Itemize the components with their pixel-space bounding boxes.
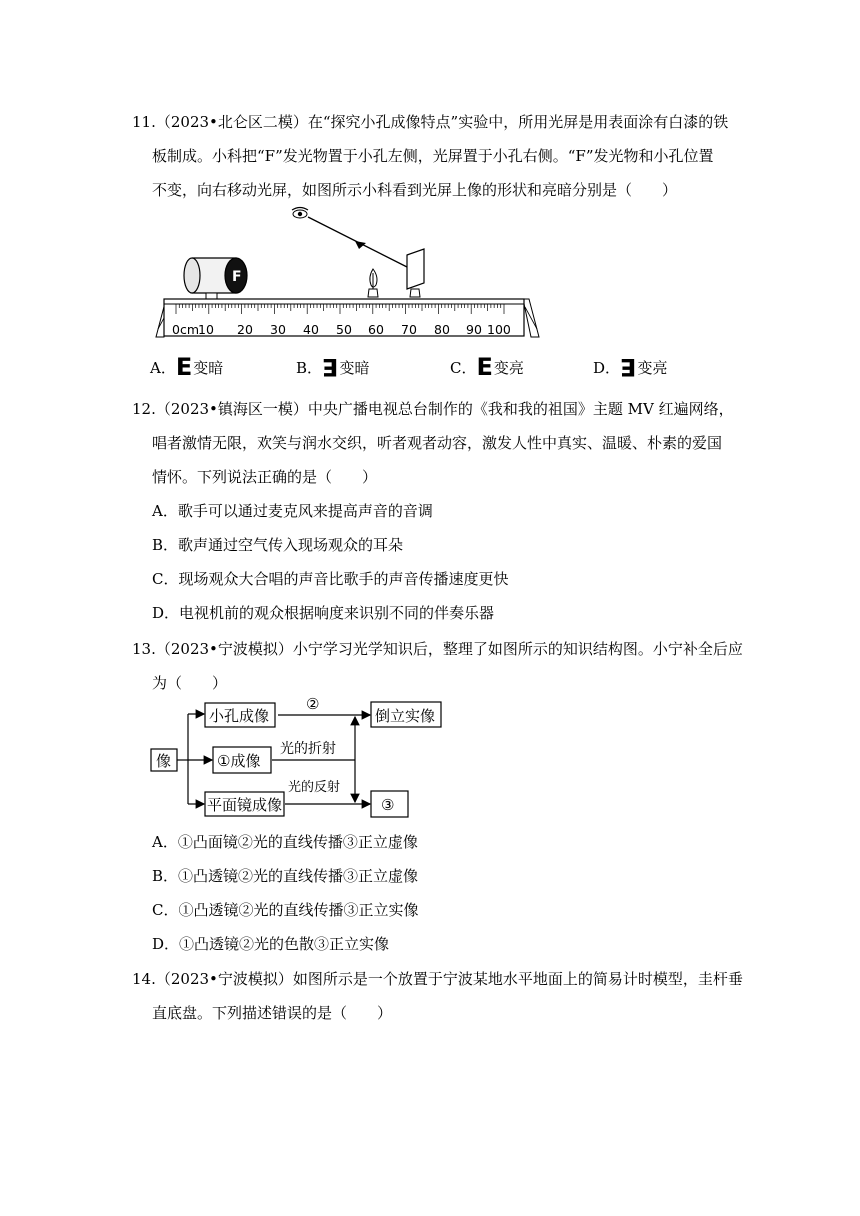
eye-icon [292,208,308,219]
ruler-label-50: 50 [336,322,352,337]
option-key: C． [450,359,477,377]
diagram-root: 像 [156,752,172,770]
ruler-label-30: 30 [270,322,286,337]
q11-option-b [296,353,370,381]
option-key: B． [296,359,323,377]
image-e-upright: E [175,353,193,381]
q13-line-1: 13.（2023•宁波模拟）小宁学习光学知识后，整理了如图所示的知识结构图。小宁补全后应 [132,640,743,658]
ruler-label-80: 80 [434,322,450,337]
q12-option-b: B．歌声通过空气传入现场观众的耳朵 [152,536,404,554]
q13-option-d: D．①凸透镜②光的色散③正立实像 [152,935,390,953]
ruler-label-40: 40 [303,322,319,337]
diagram-box-three: ③ [381,796,395,814]
diagram-box-mirror: 平面镜成像 [207,796,283,814]
diagram-box-real: 倒立实像 [375,707,436,725]
light-screen [407,249,424,289]
q11-line-3: 不变，向右移动光屏，如图所示小科看到光屏上像的形状和亮暗分别是（ ） [152,181,678,199]
option-text: 变亮 [637,359,668,377]
q12-line-1: 12.（2023•镇海区一模）中央广播电视总台制作的《我和我的祖国》主题 MV 红遍网络， [132,400,734,418]
q13-line-2: 为（ ） [152,674,228,692]
q12-option-c: C．现场观众大合唱的声音比歌手的声音传播速度更快 [152,570,509,588]
diagram-label-reflection: 光的反射 [288,780,341,795]
ruler-label-70: 70 [401,322,417,337]
ruler-label-60: 60 [368,322,384,337]
diagram-label-two: ② [306,695,320,713]
q11-option-a [150,353,224,381]
option-text: 变亮 [493,359,524,377]
image-e-upright: E [476,353,493,381]
q11-option-c [450,353,524,381]
option-key: D． [593,359,621,377]
q11-option-d [593,353,668,381]
ruler-label-10: 10 [198,322,214,337]
diagram-label-refraction: 光的折射 [280,741,336,757]
image-e-rotated: E [620,353,637,381]
f-light-object [184,258,247,301]
q11-line-1: 11.（2023•北仑区二模）在“探究小孔成像特点”实验中，所用光屏是用表面涂有白漆的铁 [132,113,729,131]
q12-line-2: 唱者激情无限，欢笑与润水交织，听者观者动容，激发人性中真实、温暖、朴素的爱国 [152,434,723,452]
q11-line-2: 板制成。小科把“F”发光物置于小孔左侧，光屏置于小孔右侧。“F”发光物和小孔位置 [152,147,714,165]
q12-line-3: 情怀。下列说法正确的是（ ） [152,468,378,486]
image-e-rotated: E [322,353,339,381]
f-letter: F [232,269,242,285]
q13-option-c: C．①凸透镜②光的直线传播③正立实像 [152,901,419,919]
q12-option-a: A．歌手可以通过麦克风来提高声音的音调 [152,502,433,520]
diagram-box-pinhole: 小孔成像 [209,707,270,725]
pinhole-experiment-figure [150,203,545,345]
ruler-label-100: 100 [487,322,511,337]
option-text: 变暗 [339,359,370,377]
q14-line-2: 直底盘。下列描述错误的是（ ） [152,1004,393,1022]
q12-option-d: D．电视机前的观众根据响度来识别不同的伴奏乐器 [152,604,495,622]
ruler-label-90: 90 [466,322,482,337]
optics-knowledge-diagram [148,692,448,822]
diagram-box-lens: ①成像 [217,752,261,770]
option-text: 变暗 [193,359,224,377]
q13-option-b: B．①凸透镜②光的直线传播③正立虚像 [152,867,419,885]
ruler-label-start: 0cm [172,322,200,337]
option-key: A． [150,359,176,377]
q13-option-a: A．①凸面镜②光的直线传播③正立虚像 [152,833,418,851]
ruler-label-20: 20 [237,322,253,337]
q14-line-1: 14.（2023•宁波模拟）如图所示是一个放置于宁波某地水平地面上的简易计时模型，圭杆垂 [132,970,743,988]
